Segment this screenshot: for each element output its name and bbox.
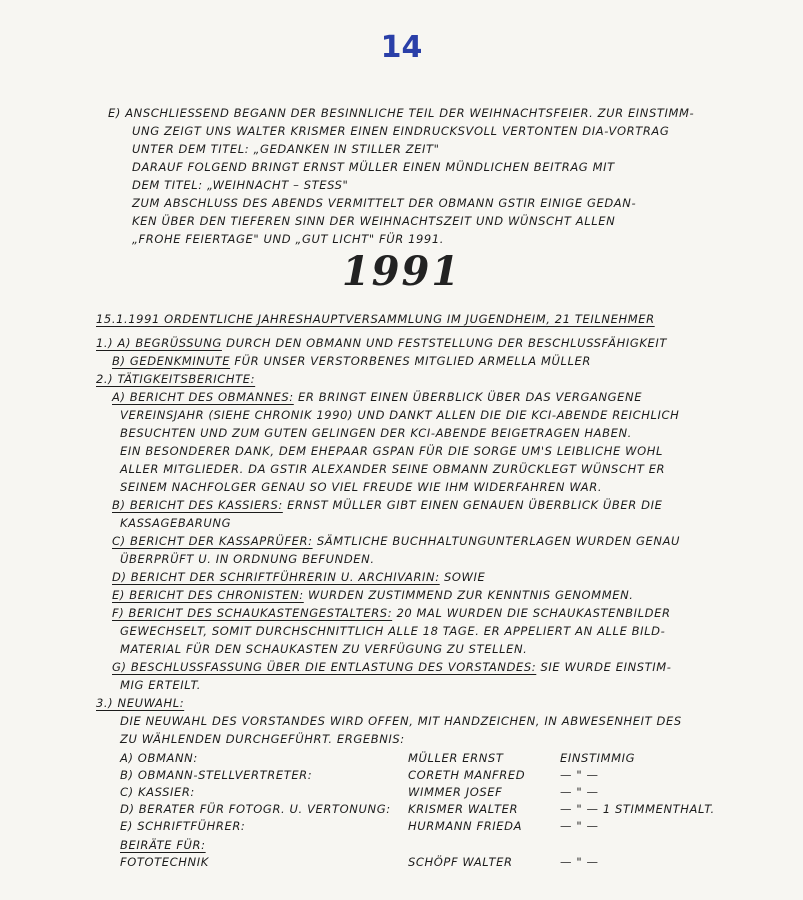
item-2e-label: E) BERICHT DES CHRONISTEN: bbox=[112, 588, 304, 602]
item-3-line: ZU WÄHLENDEN DURCHGEFÜHRT. ERGEBNIS: bbox=[120, 732, 405, 746]
intro-line: DARAUF FOLGEND BRINGT ERNST MÜLLER EINEN MÜNDLICHEN BEITRAG MIT bbox=[132, 160, 615, 174]
item-2c-line: ÜBERPRÜFT U. IN ORDNUNG BEFUNDEN. bbox=[120, 552, 375, 566]
intro-line: KEN ÜBER DEN TIEFEREN SINN DER WEIHNACHTSZEIT UND WÜNSCHT ALLEN bbox=[132, 214, 616, 228]
election-result: EINSTIMMIG bbox=[560, 751, 636, 765]
election-name: MÜLLER ERNST bbox=[408, 751, 504, 765]
intro-line: „FROHE FEIERTAGE" UND „GUT LICHT" FÜR 1991. bbox=[132, 232, 445, 246]
item-2a bbox=[96, 388, 760, 406]
election-name: HURMANN FRIEDA bbox=[408, 819, 523, 833]
election-result: — " — 1 STIMMENTHALT. bbox=[560, 802, 715, 816]
election-row bbox=[120, 783, 760, 800]
item-2e bbox=[96, 586, 760, 604]
item-2f-text: 20 MAL WURDEN DIE SCHAUKASTENBILDER bbox=[392, 606, 671, 620]
page-number: 14 bbox=[380, 30, 423, 65]
item-2f bbox=[96, 604, 760, 622]
item-2a-text: ER BRINGT EINEN ÜBERBLICK ÜBER DAS VERGANGENE bbox=[293, 390, 643, 404]
item-1a-label: 1.) A) BEGRÜSSUNG bbox=[96, 336, 222, 350]
intro-line: E) ANSCHLIESSEND BEGANN DER BESINNLICHE TEIL DER WEIHNACHTSFEIER. ZUR EINSTIMM- bbox=[108, 106, 695, 120]
election-name: WIMMER JOSEF bbox=[408, 785, 503, 799]
item-1b bbox=[96, 352, 760, 370]
item-2b-line: KASSAGEBARUNG bbox=[120, 516, 232, 530]
item-2g-text: SIE WURDE EINSTIM- bbox=[536, 660, 672, 674]
election-result: — " — bbox=[560, 768, 599, 782]
meeting-title: 15.1.1991 ORDENTLICHE JAHRESHAUPTVERSAMMLUNG IM JUGENDHEIM, 21 TEILNEHMER bbox=[96, 312, 655, 326]
beirate-heading-row bbox=[120, 836, 760, 853]
item-1b-label: B) GEDENKMINUTE bbox=[112, 354, 231, 368]
item-2f-line: MATERIAL FÜR DEN SCHAUKASTEN ZU VERFÜGUNG ZU STELLEN. bbox=[120, 642, 528, 656]
intro-line: UNTER DEM TITEL: „GEDANKEN IN STILLER ZEIT" bbox=[132, 142, 440, 156]
item-2g-label: G) BESCHLUSSFASSUNG ÜBER DIE ENTLASTUNG DES VORSTANDES: bbox=[112, 660, 537, 674]
item-2b-label: B) BERICHT DES KASSIERS: bbox=[112, 498, 283, 512]
meeting-minutes bbox=[96, 310, 760, 870]
election-role: A) OBMANN: bbox=[120, 751, 198, 765]
beirate-row bbox=[120, 853, 760, 870]
intro-line: DEM TITEL: „WEIHNACHT – STESS" bbox=[132, 178, 349, 192]
item-2d-label: D) BERICHT DER SCHRIFTFÜHRERIN U. ARCHIVARIN: bbox=[112, 570, 440, 584]
election-row bbox=[120, 766, 760, 783]
item-2b bbox=[96, 496, 760, 514]
beirate-role: FOTOTECHNIK bbox=[120, 855, 209, 869]
item-2c bbox=[96, 532, 760, 550]
intro-line: UNG ZEIGT UNS WALTER KRISMER EINEN EINDRUCKSVOLL VERTONTEN DIA-VORTRAG bbox=[132, 124, 670, 138]
item-2g-line: MIG ERTEILT. bbox=[120, 678, 201, 692]
item-2b-text: ERNST MÜLLER GIBT EINEN GENAUEN ÜBERBLICK ÜBER DIE bbox=[282, 498, 663, 512]
election-role: D) BERATER FÜR FOTOGR. U. VERTONUNG: bbox=[120, 802, 391, 816]
election-result: — " — bbox=[560, 785, 599, 799]
item-2d-text: SOWIE bbox=[439, 570, 486, 584]
item-2-label: 2.) TÄTIGKEITSBERICHTE: bbox=[96, 372, 256, 386]
election-role: E) SCHRIFTFÜHRER: bbox=[120, 819, 246, 833]
item-2f-line: GEWECHSELT, SOMIT DURCHSCHNITTLICH ALLE 18 TAGE. ER APPELIERT AN ALLE BILD- bbox=[120, 624, 666, 638]
beirate-result: — " — bbox=[560, 855, 599, 869]
item-2c-label: C) BERICHT DER KASSAPRÜFER: bbox=[112, 534, 313, 548]
election-role: C) KASSIER: bbox=[120, 785, 195, 799]
item-3-line: DIE NEUWAHL DES VORSTANDES WIRD OFFEN, MIT HANDZEICHEN, IN ABWESENHEIT DES bbox=[120, 714, 682, 728]
election-row bbox=[120, 817, 760, 834]
election-name: CORETH MANFRED bbox=[408, 768, 526, 782]
election-name: KRISMER WALTER bbox=[408, 802, 519, 816]
beirate-label: BEIRÄTE FÜR: bbox=[120, 838, 206, 852]
item-2a-line: BESUCHTEN UND ZUM GUTEN GELINGEN DER KCI-ABENDE BEIGETRAGEN HABEN. bbox=[120, 426, 632, 440]
item-2a-line: ALLER MITGLIEDER. DA GSTIR ALEXANDER SEINE OBMANN ZURÜCKLEGT WÜNSCHT ER bbox=[120, 462, 666, 476]
item-1a-text: DURCH DEN OBMANN UND FESTSTELLUNG DER BESCHLUSSFÄHIGKEIT bbox=[221, 336, 667, 350]
item-2d bbox=[96, 568, 760, 586]
intro-paragraph bbox=[108, 104, 694, 248]
election-row bbox=[120, 800, 760, 817]
item-2c-text: SÄMTLICHE BUCHHALTUNGUNTERLAGEN WURDEN GENAU bbox=[312, 534, 681, 548]
item-2f-label: F) BERICHT DES SCHAUKASTENGESTALTERS: bbox=[112, 606, 393, 620]
item-1a bbox=[96, 334, 760, 352]
item-3-label: 3.) NEUWAHL: bbox=[96, 696, 185, 710]
item-2a-line: VEREINSJAHR (SIEHE CHRONIK 1990) UND DANKT ALLEN DIE DIE KCI-ABENDE REICHLICH bbox=[120, 408, 680, 422]
election-result: — " — bbox=[560, 819, 599, 833]
year-heading: 1991 bbox=[341, 248, 462, 295]
intro-line: ZUM ABSCHLUSS DES ABENDS VERMITTELT DER OBMANN GSTIR EINIGE GEDAN- bbox=[132, 196, 637, 210]
item-2g bbox=[96, 658, 760, 676]
item-2a-label: A) BERICHT DES OBMANNES: bbox=[112, 390, 294, 404]
election-row bbox=[120, 749, 760, 766]
item-2a-line: EIN BESONDERER DANK, DEM EHEPAAR GSPAN FÜR DIE SORGE UM'S LEIBLICHE WOHL bbox=[120, 444, 664, 458]
item-2a-line: SEINEM NACHFOLGER GENAU SO VIEL FREUDE WIE IHM WIDERFAHREN WAR. bbox=[120, 480, 603, 494]
beirate-name: SCHÖPF WALTER bbox=[408, 855, 513, 869]
election-table bbox=[96, 749, 760, 870]
election-role: B) OBMANN-STELLVERTRETER: bbox=[120, 768, 313, 782]
item-1b-text: FÜR UNSER VERSTORBENES MITGLIED ARMELLA MÜLLER bbox=[230, 354, 591, 368]
item-2e-text: WURDEN ZUSTIMMEND ZUR KENNTNIS GENOMMEN. bbox=[303, 588, 634, 602]
